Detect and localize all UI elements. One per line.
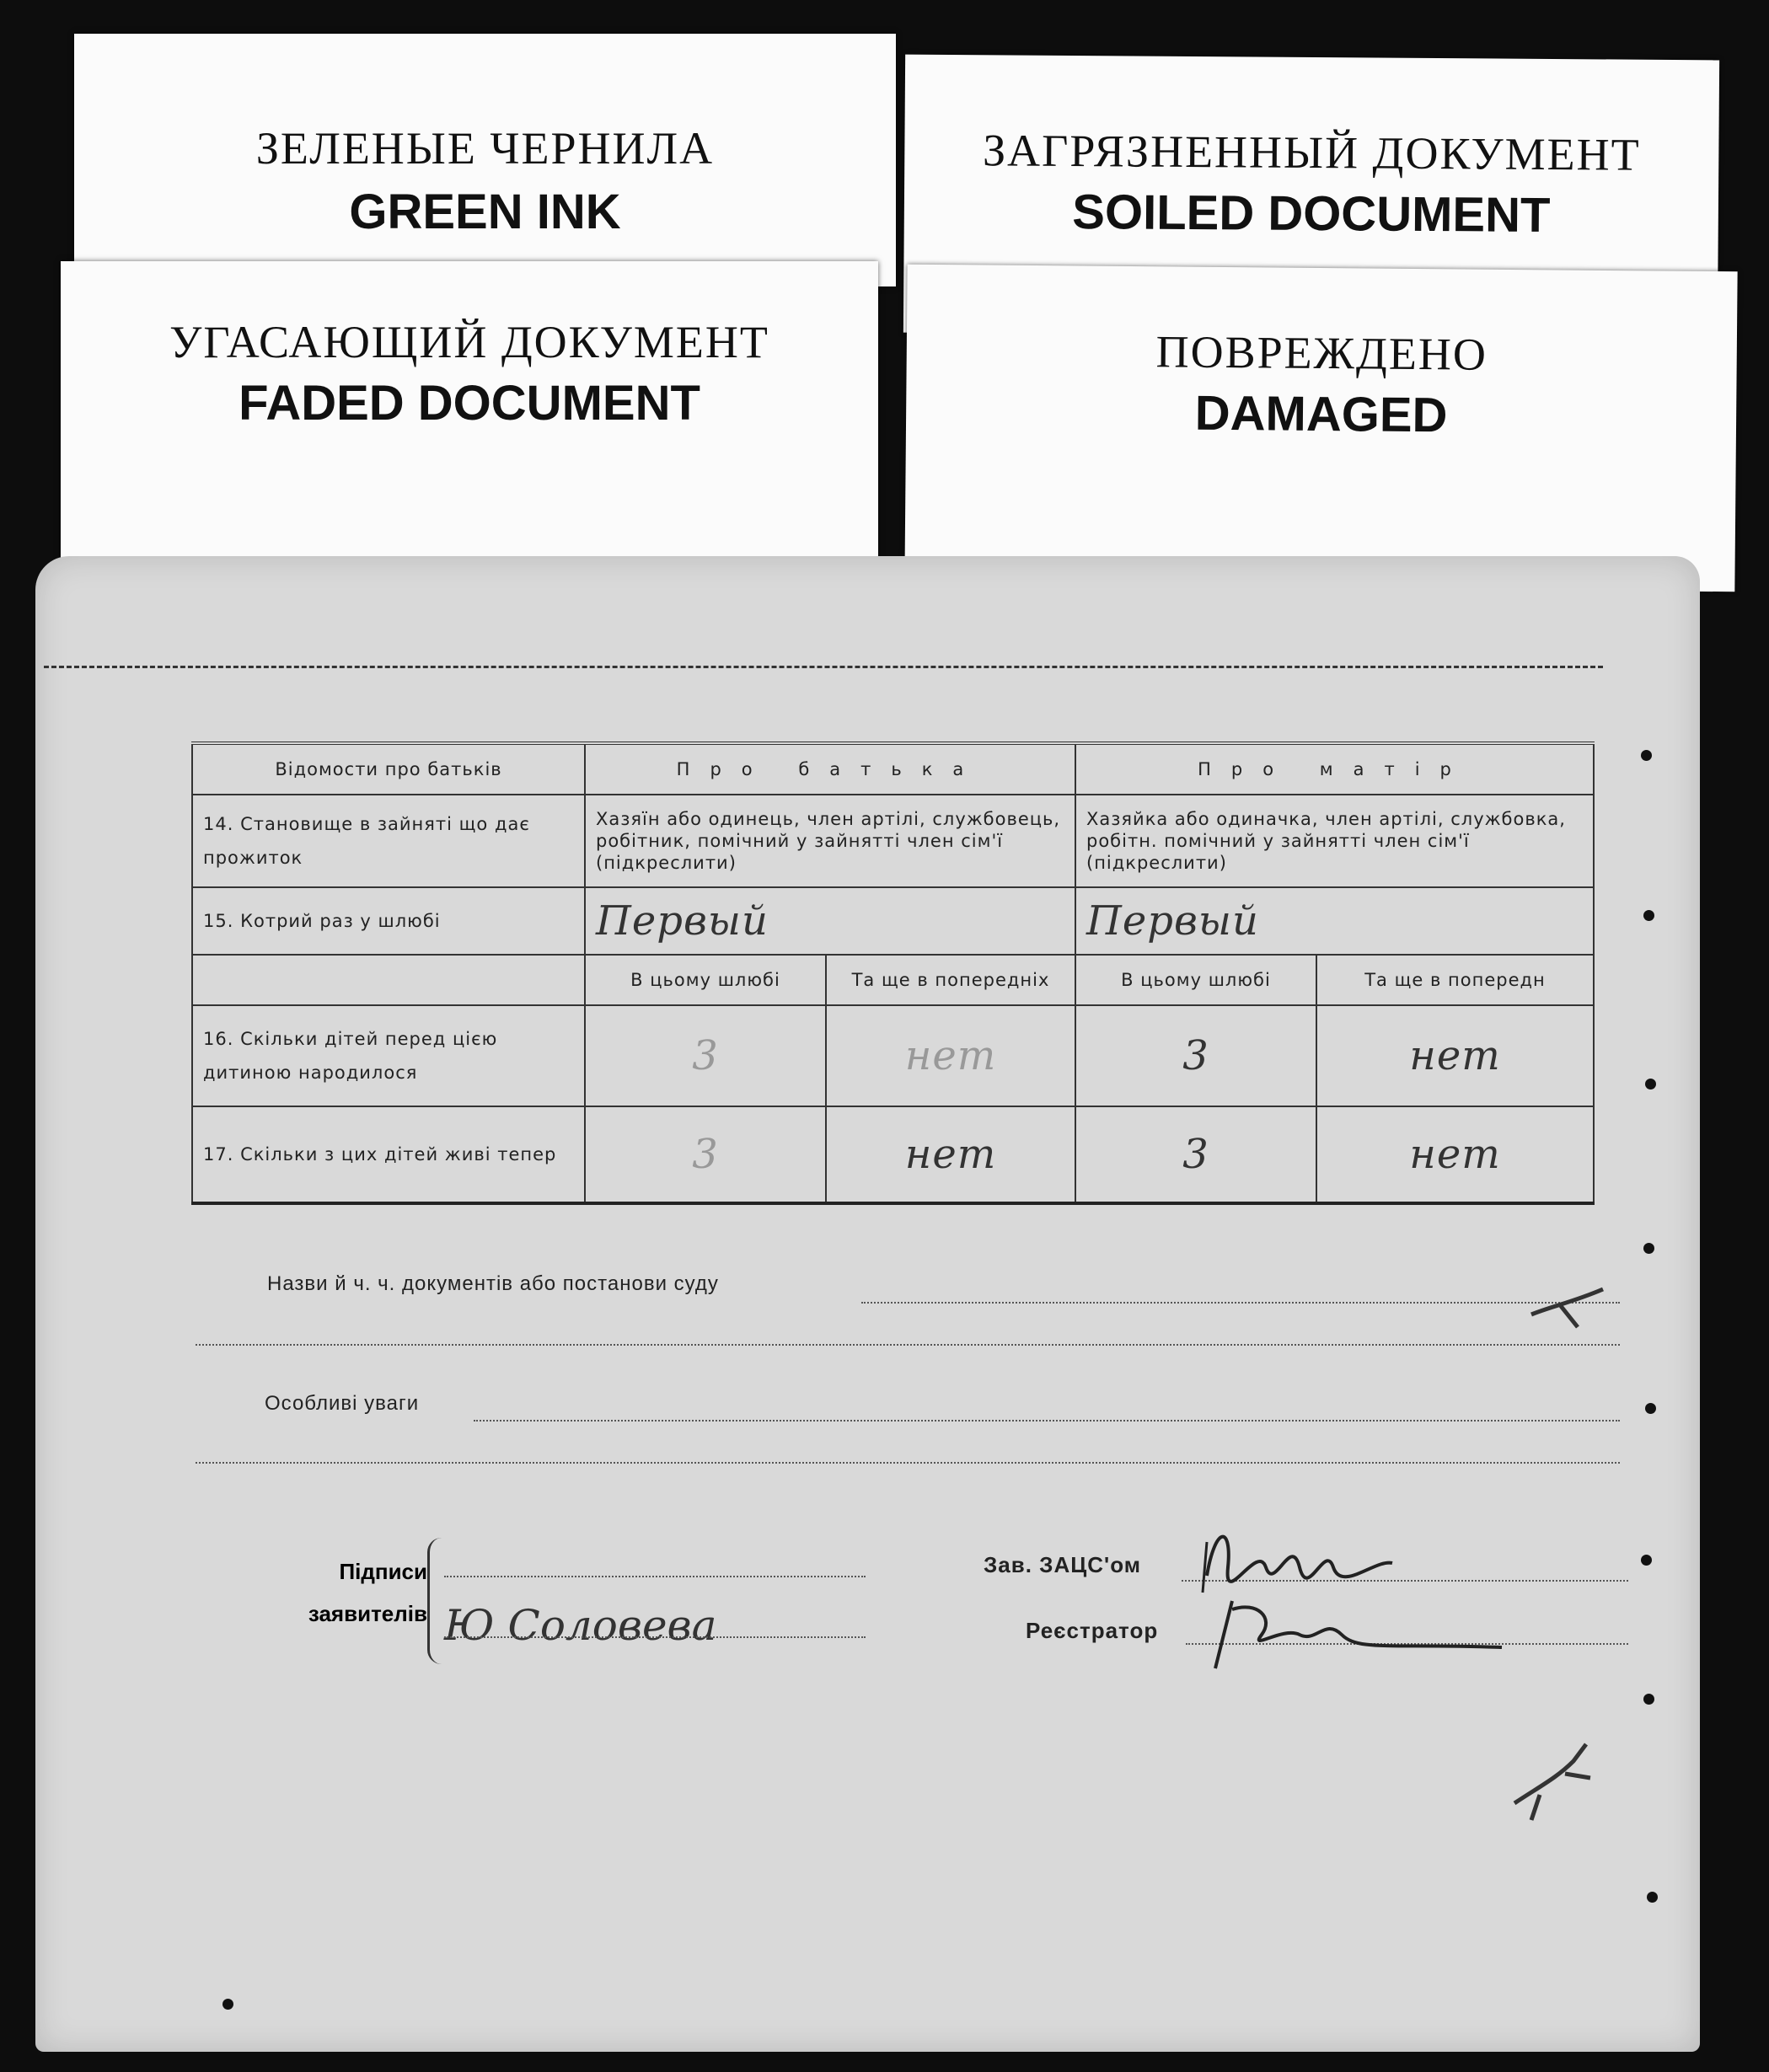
- blank-cell: [192, 955, 585, 1005]
- mother-marriage-count: Первый: [1075, 887, 1594, 955]
- children-alive-mother-previous: нет: [1316, 1106, 1594, 1203]
- paper-tear-damage: [1506, 1727, 1607, 1837]
- applicants-label: [233, 1550, 427, 1635]
- parents-info-table: [191, 742, 1595, 1205]
- card-title-ru: ЗЕЛЕНЫЕ ЧЕРНИЛА: [255, 123, 715, 174]
- mother-occupation: Хазяйка або одиначка, член артілі, службовка, робітн. помічний у зайнятті член сім'ї (підкреслити): [1075, 795, 1594, 887]
- head-label: Зав. ЗАЦС'ом: [984, 1552, 1141, 1577]
- header-mother: Про матір: [1075, 743, 1594, 795]
- card-title-ru: ЗАГРЯЗНЕННЫЙ ДОКУМЕНТ: [982, 125, 1641, 180]
- signature-brace: [427, 1538, 442, 1664]
- subheader-previous-mother: Та ще в попередн: [1316, 955, 1594, 1005]
- binding-hole: [1647, 1892, 1658, 1903]
- children-alive-father: 3: [585, 1106, 826, 1203]
- header-father: Про батька: [585, 743, 1075, 795]
- table-row: [192, 887, 1594, 955]
- green-ink-card: [74, 34, 896, 286]
- father-occupation: Хазяїн або одинець, член артілі, службовець, робітник, помічний у зайнятті член сім'ї (підкреслити): [585, 795, 1075, 887]
- binding-hole: [1641, 750, 1652, 761]
- binding-hole: [1643, 1243, 1654, 1254]
- binding-hole: [1645, 1403, 1656, 1414]
- card-title-ru: ПОВРЕЖДЕНО: [1155, 326, 1488, 380]
- table-row: [192, 795, 1594, 887]
- registrar-label: Реєстратор: [1026, 1618, 1159, 1643]
- remarks-label: Особливі уваги: [265, 1392, 420, 1415]
- card-title-ru: УГАСАЮЩИЙ ДОКУМЕНТ: [169, 317, 769, 367]
- children-born-father: 3: [585, 1005, 826, 1106]
- card-title-en: SOILED DOCUMENT: [1072, 185, 1551, 243]
- damaged-card: [904, 265, 1737, 592]
- faded-document-card: [61, 261, 878, 581]
- subheader-previous-father: Та ще в попередніх: [826, 955, 1075, 1005]
- header-info: Відомости про батьків: [192, 743, 585, 795]
- children-alive-father-previous: нет: [826, 1106, 1075, 1203]
- children-alive-mother: 3: [1075, 1106, 1316, 1203]
- applicant-signature-line: [444, 1636, 866, 1638]
- binding-hole: [1645, 1079, 1656, 1090]
- parents-info-form: [191, 742, 1628, 1205]
- row-label-15: 15. Котрий раз у шлюбі: [192, 887, 585, 955]
- subheader-this-marriage-father: В цьому шлюбі: [585, 955, 826, 1005]
- perforation-line: [44, 666, 1603, 668]
- applicant-signature-line: [444, 1576, 866, 1577]
- table-header-row: [192, 743, 1594, 795]
- binding-hole: [1641, 1555, 1652, 1566]
- row-label-16: 16. Скільки дітей перед цією дитиною народилося: [192, 1005, 585, 1106]
- table-row: [192, 1106, 1594, 1203]
- documents-dotted-line: [196, 1344, 1620, 1346]
- row-label-17: 17. Скільки з цих дітей живі тепер: [192, 1106, 585, 1203]
- table-subheader-row: [192, 955, 1594, 1005]
- documents-label: Назви й ч. ч. документів або постанови суду: [267, 1272, 719, 1295]
- applicant-signature: Ю Соловева: [444, 1601, 717, 1650]
- subheader-this-marriage-mother: В цьому шлюбі: [1075, 955, 1316, 1005]
- binding-hole: [1643, 1694, 1654, 1705]
- remarks-dotted-line: [474, 1420, 1620, 1421]
- card-title-en: DAMAGED: [1194, 385, 1448, 443]
- remarks-dotted-line: [196, 1462, 1620, 1464]
- binding-hole: [222, 1999, 233, 2010]
- card-title-en: GREEN INK: [349, 185, 621, 239]
- binding-hole: [1643, 910, 1654, 921]
- row-label-14: 14. Становище в зайняті що дає прожиток: [192, 795, 585, 887]
- official-signatures: [1182, 1508, 1536, 1677]
- applicants-label-line1: Підписи: [339, 1559, 427, 1584]
- card-title-en: FADED DOCUMENT: [239, 376, 700, 431]
- children-born-mother: 3: [1075, 1005, 1316, 1106]
- children-born-mother-previous: нет: [1316, 1005, 1594, 1106]
- applicants-label-line2: заявителів: [308, 1601, 427, 1626]
- table-row: [192, 1005, 1594, 1106]
- father-marriage-count: Первый: [585, 887, 1075, 955]
- children-born-father-previous: нет: [826, 1005, 1075, 1106]
- documents-dotted-line: [861, 1302, 1620, 1304]
- paper-tear-damage: [1527, 1281, 1620, 1340]
- registry-form-sheet: [35, 556, 1700, 2052]
